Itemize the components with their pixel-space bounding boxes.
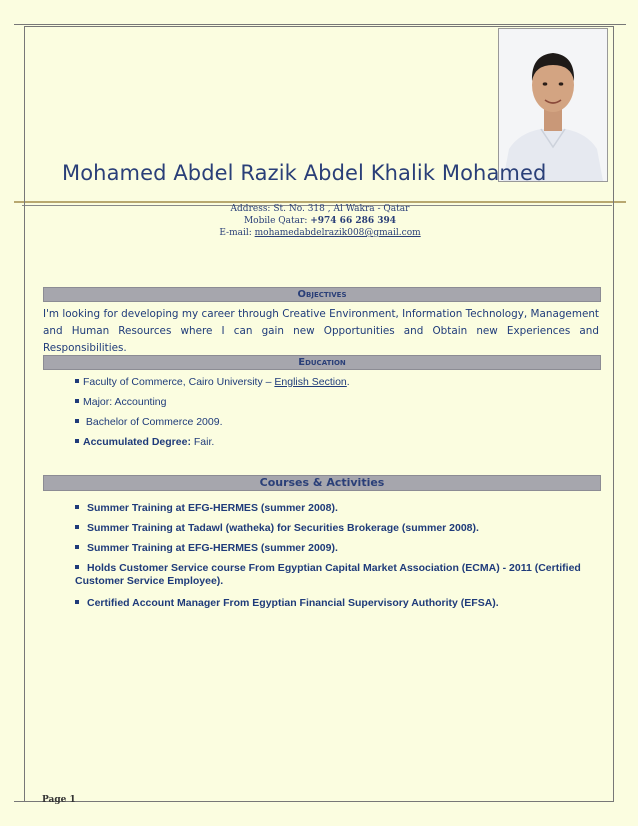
course-text: Certified Account Manager From Egyptian Financial Supervisory Authority (EFSA). [87, 597, 499, 609]
course-text: Summer Training at EFG-HERMES (summer 2008). [87, 502, 338, 514]
degree-value: Fair. [190, 436, 215, 448]
objectives-heading: Objectives [43, 287, 601, 302]
course-item [75, 597, 595, 610]
bullet-icon [75, 525, 79, 529]
courses-heading: Courses & Activities [43, 475, 601, 491]
course-text: Summer Training at EFG-HERMES (summer 2009). [87, 542, 338, 554]
course-item [75, 562, 590, 588]
top-rule [14, 24, 626, 25]
english-section-link[interactable]: English Section [274, 376, 347, 388]
person-photo-icon [499, 29, 607, 181]
education-item-major [75, 396, 166, 408]
course-text: Summer Training at Tadawl (watheka) for Securities Brokerage (summer 2008). [87, 522, 479, 534]
bullet-icon [75, 399, 79, 403]
email-label: E-mail: [219, 228, 255, 238]
education-heading: Education [43, 355, 601, 370]
email-line [150, 227, 490, 239]
education-item-degree [75, 436, 214, 448]
mobile-line [150, 215, 490, 227]
degree-label: Accumulated Degree: [83, 436, 191, 448]
course-item [75, 542, 595, 555]
bullet-icon [75, 565, 79, 569]
mobile-number: +974 66 286 394 [310, 216, 397, 226]
education-item-bachelor [75, 416, 222, 428]
bullet-icon [75, 545, 79, 549]
education-major-text: Major: Accounting [83, 396, 167, 408]
candidate-name: Mohamed Abdel Razik Abdel Khalik Mohamed [62, 161, 547, 185]
education-bachelor-text: Bachelor of Commerce 2009. [83, 416, 223, 428]
bullet-icon [75, 419, 79, 423]
education-faculty-suffix: . [346, 376, 350, 388]
bullet-icon [75, 439, 79, 443]
profile-photo [498, 28, 608, 182]
objectives-text: I'm looking for developing my career through Creative Environment, Information Technology, Management and Human Resources where I can gain new Opportunities and Obtain new Experiences and Responsibilities. [43, 308, 599, 354]
bullet-icon [75, 600, 79, 604]
course-text: Holds Customer Service course From Egyptian Capital Market Association (ECMA) - 2011 (Certified Customer Service Employee). [75, 562, 581, 587]
bullet-icon [75, 379, 79, 383]
education-item-faculty [75, 376, 350, 388]
address-line: Address: St. No. 318 , Al Wakra - Qatar [230, 204, 410, 214]
page-number: Page 1 [42, 795, 76, 805]
contact-block [150, 203, 490, 239]
course-item [75, 502, 595, 515]
education-faculty-text: Faculty of Commerce, Cairo University – [83, 376, 275, 388]
course-item [75, 522, 595, 535]
email-link[interactable]: mohamedabdelrazik008@gmail.com [254, 228, 421, 238]
bullet-icon [75, 505, 79, 509]
mobile-label: Mobile Qatar: [243, 216, 311, 226]
